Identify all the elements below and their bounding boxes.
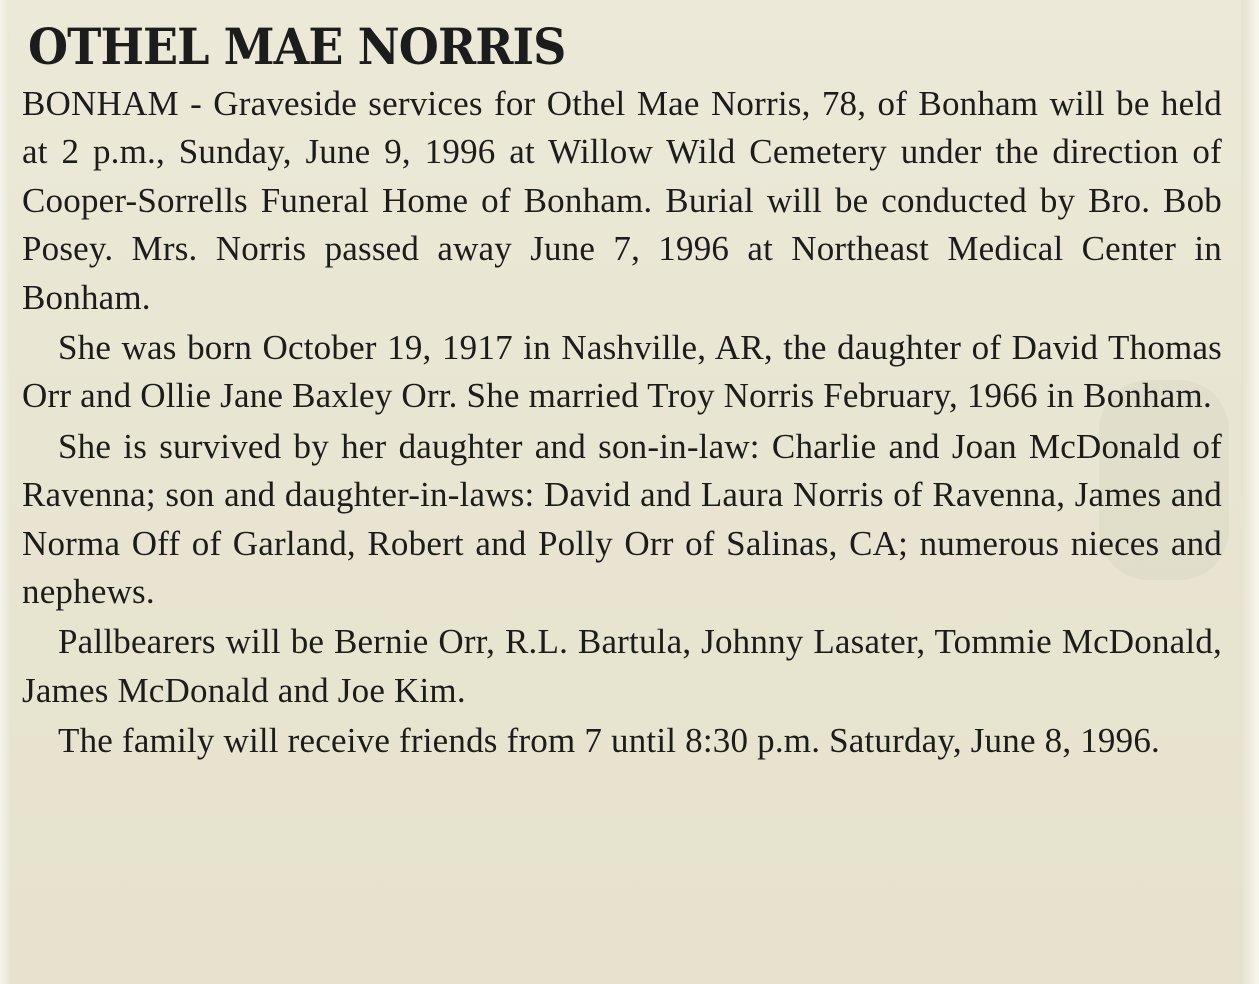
- paper-edge-right: [1241, 0, 1259, 984]
- obituary-headline: OTHEL MAE NORRIS: [28, 17, 566, 76]
- obituary-article: [22, 16, 1222, 766]
- paragraph-survivors: She is survived by her daughter and son-in-law: Charlie and Joan McDonald of Ravenna; son and daughter-in-laws: David and Laura Norris of Ravenna, James and Norma Off of Garland, Robert and Polly Orr of Salinas, CA; numerous nieces and nephews.: [22, 426, 1222, 612]
- paragraph-visitation: The family will receive friends from 7 until 8:30 p.m. Saturday, June 8, 1996.: [58, 721, 1160, 761]
- paragraph-birth-marriage: She was born October 19, 1917 in Nashville, AR, the daughter of David Thomas Orr and Ollie Jane Baxley Orr. She married Troy Norris February, 1966 in Bonham.: [22, 328, 1222, 416]
- paragraph-pallbearers: Pallbearers will be Bernie Orr, R.L. Bartula, Johnny Lasater, Tommie McDonald, James McDonald and Joe Kim.: [22, 622, 1222, 710]
- paper-edge-left: [0, 0, 10, 984]
- paragraph-service-details: BONHAM - Graveside services for Othel Mae Norris, 78, of Bonham will be held at 2 p.m., Sunday, June 9, 1996 at Willow Wild Cemetery under the direction of Cooper-Sorrells Funeral Home of Bonham. Burial will be conducted by Bro. Bob Posey. Mrs. Norris passed away June 7, 1996 at Northeast Medical Center in Bonham.: [22, 84, 1222, 317]
